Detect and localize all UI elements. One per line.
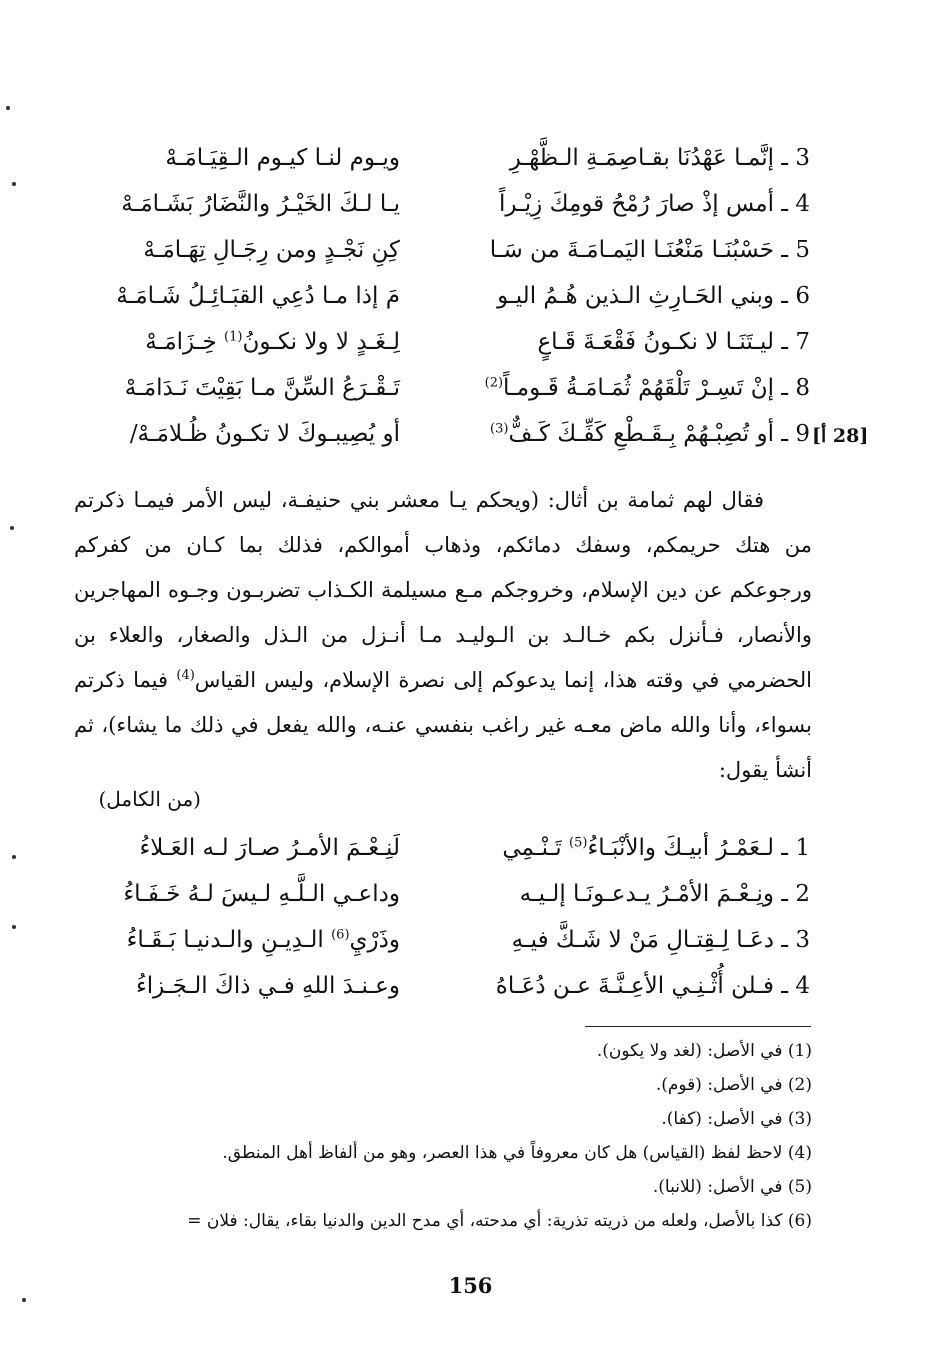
footnote-ref: (4) <box>176 668 195 683</box>
scan-speck <box>12 182 16 186</box>
footnote-ref: (6) <box>331 927 350 943</box>
prose-paragraph <box>74 478 812 793</box>
verse-row <box>70 830 810 876</box>
paragraph-segment: فقال لهم ثمامة بن أثال: (ويحكم يـا معشر بني حنيفـة، ليس الأمر فيمـا ذكرتم من هتك حريمكم، وسفك دمائكم، وذهاب أموالكم، فذلك بما كـان من كفركم ورجوعكم عن دين الإسلام، وخروجكم مـع مسيلمة الكـذاب تضربـون وجـوه المهاجرين والأنصار، فـأنزل بكم خـالـد بن الـوليـد مـا أنـزل من الـذل والصغار، والعلاء بن الحضرمي في وقته هذا، إنما يدعوكم إلى نصرة الإسلام، وليس القياس <box>74 488 812 692</box>
footnote: (6) كذا بالأصل، ولعله من ذريته تذرية: أي مدحته، أي مدح الدين والدنيا بقاء، يقال: فلان = <box>187 1211 812 1231</box>
verse-second-hemistich: مَ إذا مـا دُعِي القبَـائِـلُ شَـامَـهْ <box>116 283 400 309</box>
scan-speck <box>22 1298 26 1302</box>
verse-first-hemistich: 2 ـ ونِـعْـمَ الأمْـرُ يـدعـونَـا إلـيـه <box>519 881 810 907</box>
verse-first-hemistich: 3 ـ إنَّمـا عَهْدُنَا بقـاصِمَـةِ الـظَّهْـرِ <box>509 145 810 171</box>
verse-second-hemistich: لَنِـعْـمَ الأمـرُ صـارَ لـه العَـلاءُ <box>139 835 400 861</box>
verse-text: خِـزَامَـهْ <box>145 329 225 355</box>
verse-text: 9 ـ أو تُصِبْـهُمْ بِـقَـطْعِ كَفِّـكَ كَـفٌّ <box>508 421 810 447</box>
page-number: 156 <box>448 1273 493 1298</box>
poem-top <box>70 140 810 462</box>
paragraph-text <box>74 478 812 793</box>
verse-first-hemistich <box>440 416 810 452</box>
verse-first-hemistich <box>440 830 810 866</box>
footnote: (2) في الأصل: (قوم). <box>655 1075 812 1095</box>
scan-speck <box>12 925 16 929</box>
footnote-divider <box>585 1026 811 1027</box>
verse-row <box>70 140 810 186</box>
verse-row <box>70 278 810 324</box>
verse-first-hemistich: 4 ـ فـلن أُثْـنِـي الأعِـنَّـةَ عـن دُعَـاهُ <box>495 973 810 999</box>
verse-row <box>70 370 810 416</box>
verse-second-hemistich: أو يُصِيبـوكَ لا تكـونُ ظُـلامَـهْ/ <box>129 421 400 447</box>
footnote: (4) لاحظ لفظ (القياس) هل كان معروفاً في هذا العصر، وهو من ألفاظ أهل المنطق. <box>222 1143 812 1163</box>
verse-second-hemistich <box>70 324 400 360</box>
footnote-ref: (5) <box>569 835 588 851</box>
footnote: (1) في الأصل: (لغد ولا يكون). <box>596 1041 812 1061</box>
verse-second-hemistich <box>70 922 400 958</box>
verse-first-hemistich: 5 ـ حَسْبُنَـا مَنْعُنَـا اليَمـامَـةَ من سَـا <box>489 237 810 263</box>
folio-marker: [28 أ] <box>812 425 869 447</box>
paragraph-segment: فيما ذكرتم بسواء، وأنا والله ماض معـه غير راغب بنفسي عنـه، والله يفعل في ذلك ما يشاء)، ثم أنشأ يقول: <box>74 668 812 782</box>
verse-second-hemistich: يـا لـكَ الخَيْـرُ والنَّضَارُ بَشَـامَـهْ <box>121 191 400 217</box>
verse-row <box>70 876 810 922</box>
verse-row <box>70 324 810 370</box>
poem-bottom <box>70 830 810 1014</box>
verse-second-hemistich: وعـنـدَ اللهِ فـي ذاكَ الـجَـزاءُ <box>135 973 400 999</box>
scan-speck <box>12 855 16 859</box>
verse-second-hemistich: كِنِ نَجْـدٍ ومن رِجَـالِ تِهَـامَـهْ <box>143 237 400 263</box>
verse-first-hemistich: 4 ـ أمس إذْ صارَ رُمْحُ قومِكَ زِيْـراً <box>498 191 810 217</box>
verse-first-hemistich: 6 ـ وبني الحَـارِثِ الـذين هُـمُ اليـو <box>497 283 810 309</box>
verse-first-hemistich: 7 ـ ليـتَنَـا لا نكـونُ فَقْعَـةَ قَـاعٍ <box>537 329 810 355</box>
footnotes <box>60 1034 812 1238</box>
verse-row <box>70 968 810 1014</box>
verse-second-hemistich: وداعـي الـلَّـهِ لـيسَ لـهُ خَـفَـاءُ <box>123 881 400 907</box>
verse-row <box>70 186 810 232</box>
footnote-ref: (1) <box>224 329 243 345</box>
verse-first-hemistich: 3 ـ دعَـا لِـقِتـالِ مَنْ لا شَـكَّ فيـهِ <box>511 927 810 953</box>
verse-second-hemistich: ويـوم لنـا كيـوم الـقِيَـامَـهْ <box>165 145 400 171</box>
verse-second-hemistich: تَـقْـرَعُ السِّنَّ مـا بَقِيْتَ نَـدَامَـهْ <box>124 375 400 401</box>
verse-row <box>70 416 810 462</box>
verse-text: وذَرْيِ <box>349 927 400 953</box>
verse-row <box>70 232 810 278</box>
verse-text: 1 ـ لـعَمْـرُ أبيـكَ والأنْبَـاءُ <box>587 835 810 861</box>
meter-label: (من الكامل) <box>98 787 201 811</box>
footnote-ref: (3) <box>490 421 509 437</box>
verse-text: الـدِيـنِ والـدنيـا بَـقَـاءُ <box>126 927 332 953</box>
scan-speck <box>6 106 10 110</box>
verse-first-hemistich <box>440 370 810 406</box>
verse-text: لِـغَـدٍ لا ولا نكـونُ <box>242 329 400 355</box>
footnote: (5) في الأصل: (للانبا). <box>652 1177 812 1197</box>
verse-row <box>70 922 810 968</box>
verse-text: تَـنْـمِي <box>502 835 569 861</box>
scan-speck <box>10 526 14 530</box>
footnote-ref: (2) <box>484 375 504 391</box>
verse-text: 8 ـ إنْ تَسِـرْ تَلْقَهُمْ ثُمَـامَـةُ قَـومـاً <box>503 375 810 401</box>
footnote: (3) في الأصل: (كفا). <box>661 1109 812 1129</box>
